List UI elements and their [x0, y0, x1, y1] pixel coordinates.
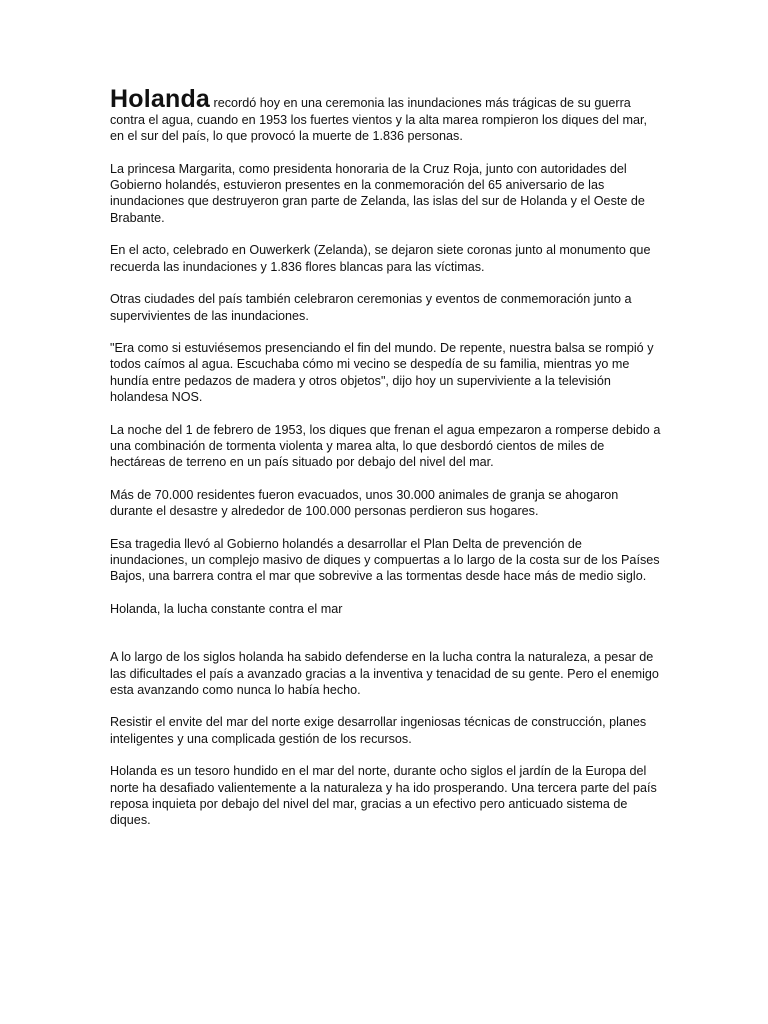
- paragraph: Otras ciudades del país también celebraron ceremonias y eventos de conmemoración junto a supervivientes de las inundaciones.: [110, 292, 632, 323]
- paragraph: Holanda es un tesoro hundido en el mar del norte, durante ocho siglos el jardín de la Europa del norte ha desafiado valientemente a la naturaleza y ha ido prosperando. Una tercera parte del país reposa inquieta por debajo del nivel del mar, gracias a un efectivo pero anticuado sistema de diques.: [110, 764, 657, 828]
- paragraph: La princesa Margarita, como presidenta honoraria de la Cruz Roja, junto con autoridades del Gobierno holandés, estuvieron presentes en la conmemoración del 65 aniversario de las inundaciones que destruyeron gran parte de Zelanda, las islas del sur de Holanda y el Oeste de Brabante.: [110, 161, 645, 225]
- document-page: [110, 86, 662, 845]
- lead-word: Holanda: [110, 85, 211, 113]
- paragraph: En el acto, celebrado en Ouwerkerk (Zelanda), se dejaron siete coronas junto al monumento que recuerda las inundaciones y 1.836 flores blancas para las víctimas.: [110, 243, 651, 274]
- paragraph: A lo largo de los siglos holanda ha sabido defenderse en la lucha contra la naturaleza, a pesar de las dificultades el país a avanzado gracias a la inventiva y tenacidad de su gente. Pero el enemigo esta avanzando como nunca lo había hecho.: [110, 650, 659, 697]
- section-subheading: Holanda, la lucha constante contra el mar: [110, 601, 343, 616]
- paragraph: Esa tragedia llevó al Gobierno holandés a desarrollar el Plan Delta de prevención de inundaciones, un complejo masivo de diques y compuertas a lo largo de la costa sur de los Países Bajos, una barrera contra el mar que sobrevive a las tormentas desde hace más de medio siglo.: [110, 536, 660, 584]
- paragraph: Resistir el envite del mar del norte exige desarrollar ingeniosas técnicas de construcción, planes inteligentes y una complicada gestión de los recursos.: [110, 715, 647, 746]
- paragraph: Más de 70.000 residentes fueron evacuados, unos 30.000 animales de granja se ahogaron durante el desastre y alrededor de 100.000 personas perdieron sus hogares.: [110, 487, 619, 519]
- paragraph: La noche del 1 de febrero de 1953, los diques que frenan el agua empezaron a romperse debido a una combinación de tormenta violenta y marea alta, lo que desbordó cientos de miles de hectáreas de terreno en un país situado por debajo del nivel del mar.: [110, 422, 661, 470]
- paragraph: "Era como si estuviésemos presenciando el fin del mundo. De repente, nuestra balsa se rompió y todos caímos al agua. Escuchaba cómo mi vecino se despedía de su familia, mientras yo me hundía entre pedazos de madera y otros objetos", dijo hoy un superviviente a la televisión holandesa NOS.: [110, 341, 654, 405]
- lead-paragraph: [110, 86, 662, 145]
- lead-paragraph-text: recordó hoy en una ceremonia las inundaciones más trágicas de su guerra contra el agua, cuando en 1953 los fuertes vientos y la alta marea rompieron los diques del mar, en el sur del país, lo que provocó la muerte de 1.836 personas.: [110, 96, 647, 144]
